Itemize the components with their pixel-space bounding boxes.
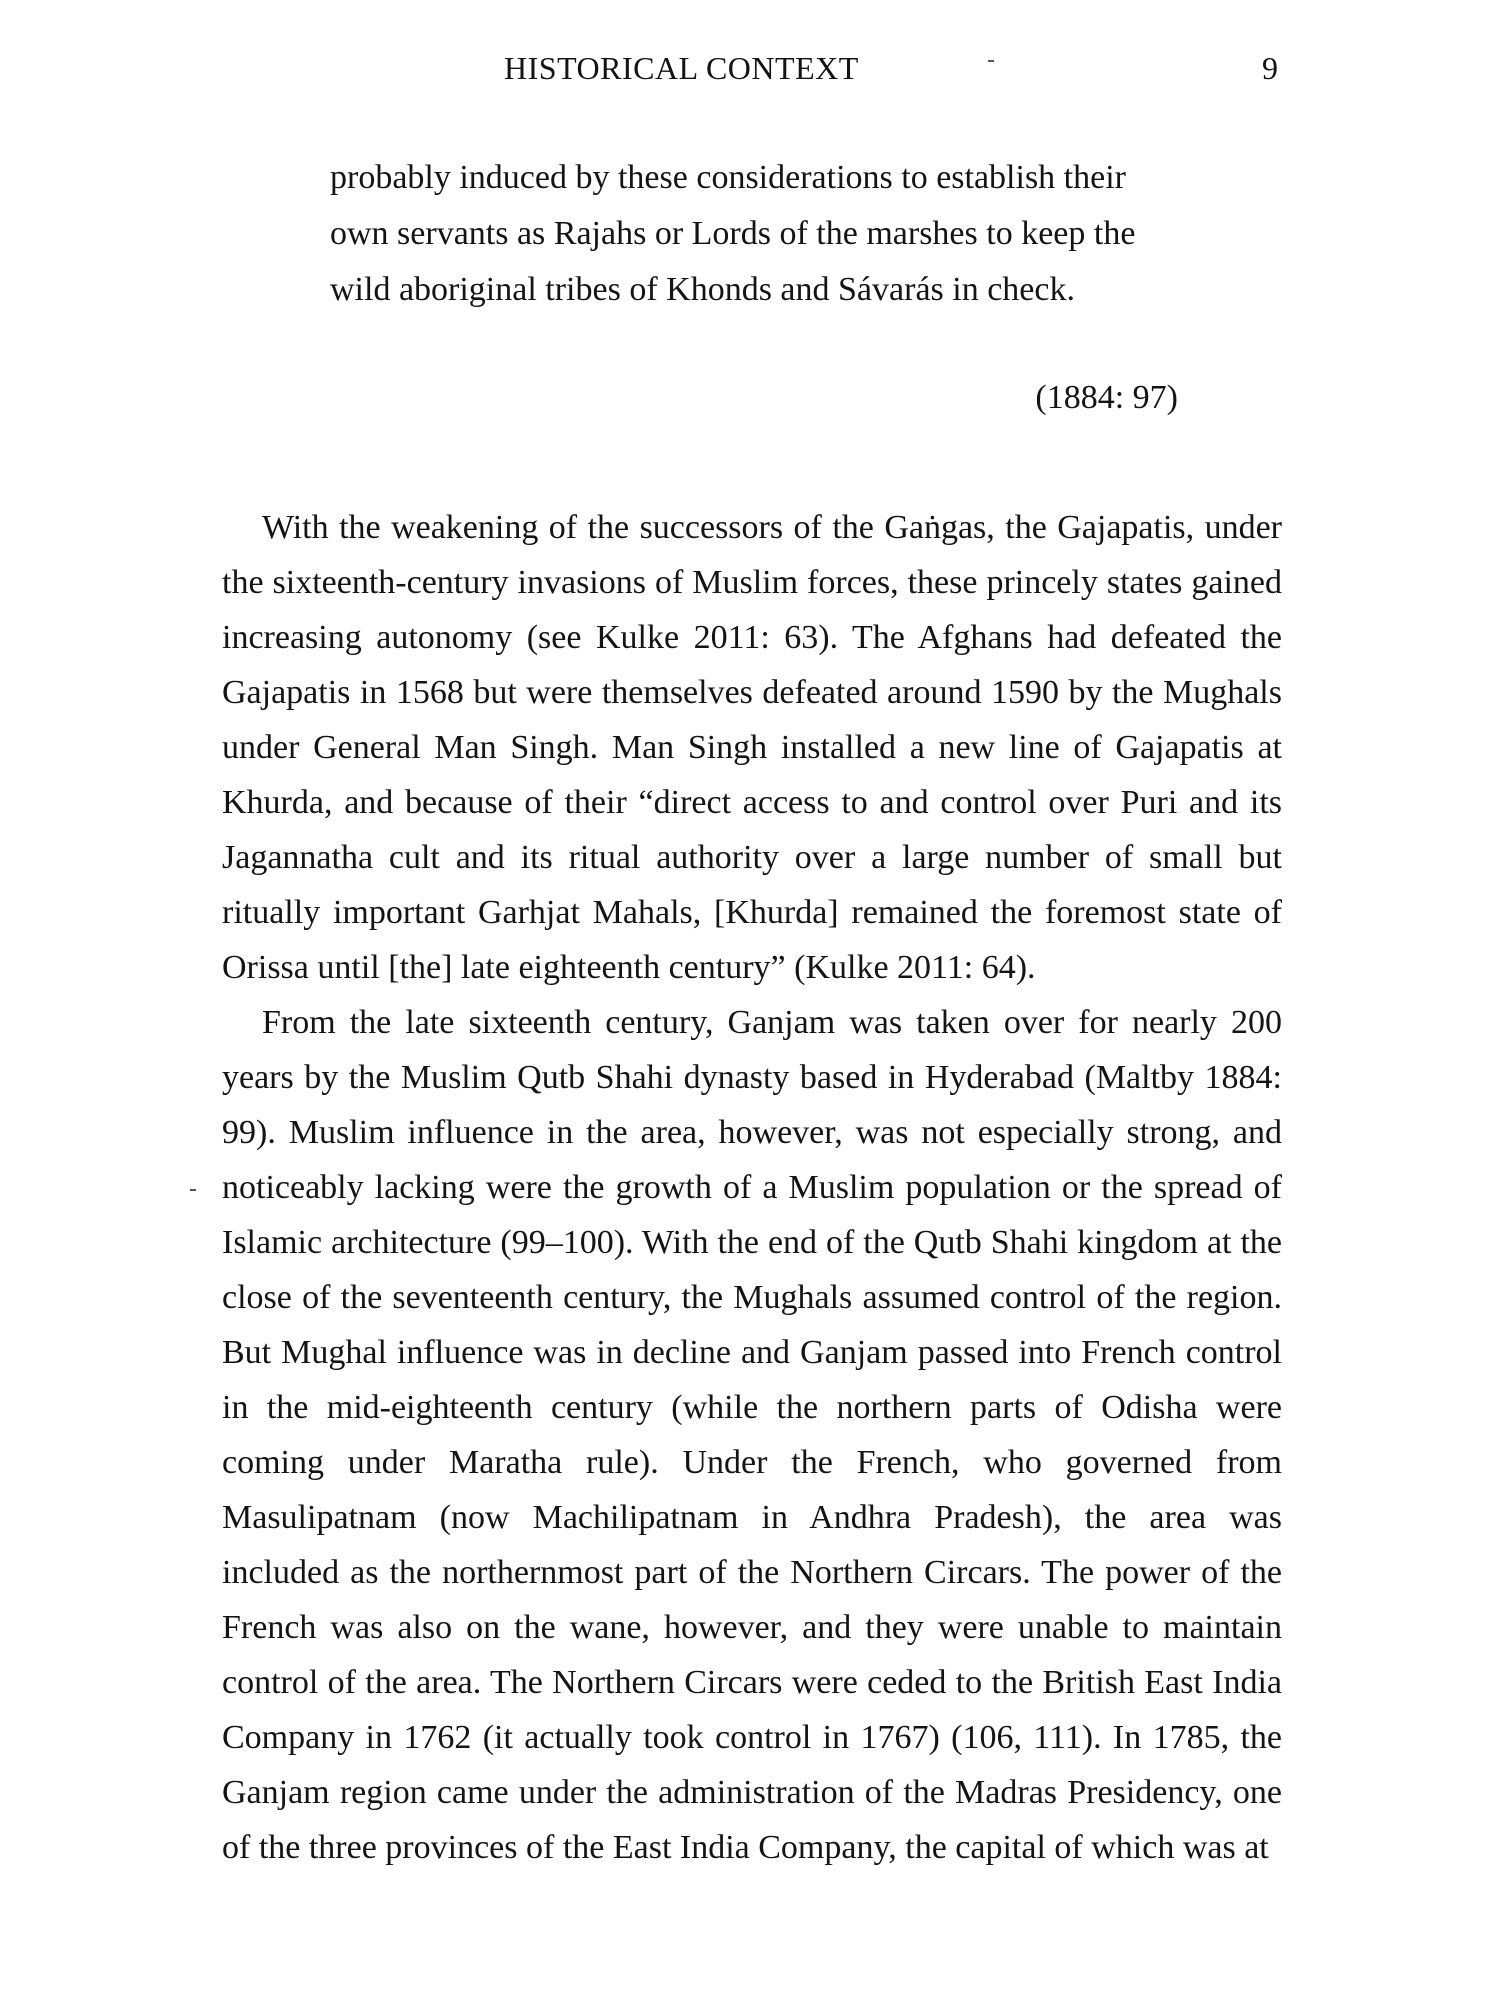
paragraph: From the late sixteenth century, Ganjam was taken over for nearly 200 years by the Muslim Qutb Shahi dynasty based in Hyderabad (Maltby 1884: 99). Muslim influence in the area, however, was not especially strong, and noticeably lacking were the growth of a Muslim population or the spread of Islamic architecture (99–100). With the end of the Qutb Shahi kingdom at the close of the seventeenth century, the Mughals assumed control of the region. But Mughal influence was in decline and Ganjam passed into French control in the mid-eighteenth century (while the northern parts of Odisha were coming under Maratha rule). Under the French, who governed from Masulipatnam (now Machilipatnam in Andhra Pradesh), the area was included as the northernmost part of the Northern Circars. The power of the French was also on the wane, however, and they were unable to maintain control of the area. The Northern Circars were ceded to the British East India Company in 1762 (it actually took control in 1767) (106, 111). In 1785, the Ganjam region came under the administration of the Madras Presidency, one of the three provinces of the East India Company, the capital of which was at bbox=[222, 1004, 1282, 1866]
page-number: 9 bbox=[1262, 50, 1278, 86]
stray-mark bbox=[190, 1189, 196, 1191]
running-header bbox=[0, 46, 1500, 90]
running-title: HISTORICAL CONTEXT bbox=[504, 50, 859, 86]
stray-mark bbox=[988, 60, 994, 62]
block-quote-text: probably induced by these considerations to establish their own servants as Rajahs or Lords of the marshes to keep the wild aboriginal tribes of Khonds and Sávarás in check. bbox=[330, 159, 1136, 308]
quote-citation: (1884: 97) bbox=[1035, 379, 1178, 416]
body-text bbox=[222, 500, 1282, 1875]
paragraph: With the weakening of the successors of the Gaṅgas, the Gajapatis, under the sixteenth-century invasions of Muslim forces, these princely states gained increasing autonomy (see Kulke 2011: 63). The Afghans had defeated the Gajapatis in 1568 but were themselves defeated around 1590 by the Mughals under General Man Singh. Man Singh installed a new line of Gajapatis at Khurda, and because of their “direct access to and control over Puri and its Jagannatha cult and its ritual authority over a large number of small but ritually important Garhjat Mahals, [Khurda] remained the foremost state of Orissa until [the] late eighteenth century” (Kulke 2011: 64). bbox=[222, 509, 1282, 986]
block-quote bbox=[330, 150, 1180, 318]
